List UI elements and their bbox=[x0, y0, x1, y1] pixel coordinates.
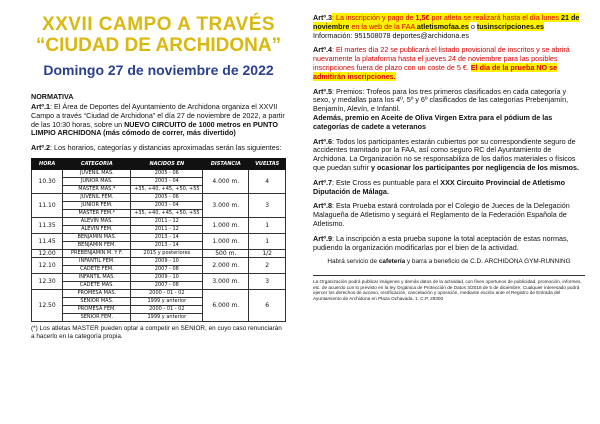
article-3-price: 1,5€ bbox=[415, 13, 430, 22]
cell-hora: 11.10 bbox=[32, 193, 63, 217]
article-2 bbox=[31, 144, 286, 153]
cell-categoria: JUNIOR FEM. bbox=[63, 201, 131, 209]
cell-categoria: SENIOR FEM. bbox=[63, 313, 131, 321]
cell-categoria: INFANTIL MAS. bbox=[63, 273, 131, 281]
cell-hora: 12.50 bbox=[32, 289, 63, 321]
cafeteria-word: cafetería bbox=[378, 258, 406, 266]
cell-nacidos: 2011 - 12 bbox=[131, 217, 203, 225]
article-4-label: Artº.4 bbox=[313, 45, 333, 55]
cell-categoria: MASTER MAS.* bbox=[63, 185, 131, 193]
cell-categoria: CADETE FEM. bbox=[63, 265, 131, 273]
cell-nacidos: 2007 - 08 bbox=[131, 265, 203, 273]
cell-vueltas: 1 bbox=[249, 217, 286, 233]
cell-categoria: JUVENIL FEM. bbox=[63, 193, 131, 201]
article-7-circuit: XXX Circuito Provincial de Atletismo Diputación de Málaga. bbox=[313, 177, 566, 196]
cell-distancia: 2.000 m. bbox=[203, 257, 249, 273]
article-4 bbox=[313, 46, 585, 81]
cell-categoria: MASTER FEM.* bbox=[63, 209, 131, 217]
article-8-label: Artº.8 bbox=[313, 201, 333, 211]
col-categoria: CATEGORIA bbox=[63, 158, 131, 169]
article-2-label: Artº.2 bbox=[31, 143, 51, 153]
cell-nacidos: +35, +40, +45, +50, +55 bbox=[131, 185, 203, 193]
cell-nacidos: 2013 - 14 bbox=[131, 233, 203, 241]
cell-categoria: ALEVIN MAS. bbox=[63, 217, 131, 225]
cell-categoria: PROMESA MAS. bbox=[63, 289, 131, 297]
article-3-contact: Información: 951508078 deportes@archidona.es bbox=[313, 30, 469, 40]
privacy-footer: La Organización podrá publicar imágenes y demás datos de la actividad, con fines oportunos de publicidad, promoción, informes, etc. de acuerdo con lo previsto en la ley Orgánica de Protección de Datos 3/2018 de 5 de diciembre. Cualquier interesado podrá ejercer los derechos de acceso, rectificación, cancelación y oposición, mediante escrito ante el Registro de Entrada del Ayuntamiento de Archidona en Plaza Ochavada, 1. C.P. 29300 bbox=[313, 275, 585, 301]
article-7-text: : Este Cross es puntuable para el bbox=[332, 177, 441, 187]
article-6-negligence: y ocasionar los participantes por negligencia de los mismos. bbox=[370, 162, 580, 172]
cell-categoria: JUNIOR MAS. bbox=[63, 177, 131, 185]
cell-distancia: 1.000 m. bbox=[203, 233, 249, 249]
article-7-label: Artº.7 bbox=[313, 177, 333, 187]
cell-categoria: ALEVIN FEM. bbox=[63, 225, 131, 233]
cell-distancia: 500 m. bbox=[203, 249, 249, 257]
event-date: Domingo 27 de noviembre de 2022 bbox=[43, 62, 274, 78]
cell-categoria: INFANTIL FEM. bbox=[63, 257, 131, 265]
article-3-text-a: : La inscripción y pago de bbox=[332, 13, 416, 22]
article-3-web-faa[interactable]: atletismofaa.es bbox=[416, 21, 469, 31]
cell-categoria: PREBENJAMIN M. Y F. bbox=[63, 249, 131, 257]
cell-categoria: BENJAMIN MAS. bbox=[63, 233, 131, 241]
table-row bbox=[32, 249, 286, 257]
cell-hora: 11.35 bbox=[32, 217, 63, 233]
cell-vueltas: 6 bbox=[249, 289, 286, 321]
cell-vueltas: 1 bbox=[249, 233, 286, 249]
cafeteria-text-a: Habrá servicio de bbox=[327, 258, 379, 266]
cell-categoria: SENIOR MAS. bbox=[63, 297, 131, 305]
cell-nacidos: 1999 y anterior bbox=[131, 297, 203, 305]
article-1-text: : El Área de Deportes del Ayuntamiento de Archidona organiza el XXVII Campo a través “Ciudad de Archidona” el día 27 de noviembre de 2022, a partir de las 10:30 horas, sobre un bbox=[31, 102, 285, 129]
schedule-header-row bbox=[32, 158, 286, 169]
article-6 bbox=[313, 138, 585, 173]
article-3-text-e: en la web de la FAA bbox=[349, 21, 417, 31]
cell-nacidos: 2013 - 14 bbox=[131, 241, 203, 249]
col-vueltas: VUELTAS bbox=[249, 158, 286, 169]
cell-categoria: PROMESA FEM. bbox=[63, 305, 131, 313]
col-hora: HORA bbox=[32, 158, 63, 169]
cell-distancia: 3.000 m. bbox=[203, 193, 249, 217]
cell-distancia: 1.000 m. bbox=[203, 217, 249, 233]
article-6-label: Artº.6 bbox=[313, 136, 333, 146]
schedule-table bbox=[31, 158, 286, 322]
article-9 bbox=[313, 235, 585, 253]
cell-nacidos: 2003 - 04 bbox=[131, 177, 203, 185]
article-3-web-tusinscripciones[interactable]: tusinscripciones.es bbox=[476, 21, 544, 31]
cell-nacidos: 2015 y posteriores bbox=[131, 249, 203, 257]
article-3-text-f: o bbox=[468, 21, 477, 31]
article-6-text: : Todos los participantes estarán cubiertos por su correspondiente seguro de accidentes tramitado por la FAA, así como seguro RC del Ayuntamiento de Archidona. La Organización no se responsabiliza de los daños materiales o físicos que puedan sufrir bbox=[313, 136, 576, 172]
cell-hora: 12.10 bbox=[32, 257, 63, 273]
article-4-no-inscriptions: El día de la prueba NO se admitirán inscripciones. bbox=[313, 62, 558, 81]
cell-nacidos: 2009 - 10 bbox=[131, 257, 203, 265]
article-2-text: : Los horarios, categorías y distancias aproximadas serán las siguientes: bbox=[50, 143, 282, 153]
article-5-text: : Premios: Trofeos para los tres primeros clasificados en cada categoría y sexo, y medallas para los 4º, 5º y 6º clasificados de las categorías Prebenjamín, Benjamín, Alevín, e Infantil. bbox=[313, 86, 569, 114]
article-8 bbox=[313, 202, 585, 228]
cafeteria-text-c: y barra a beneficio de C.D. ARCHIDONA GYM-RUNNING bbox=[405, 258, 571, 266]
article-5 bbox=[313, 88, 585, 132]
cell-nacidos: 2000 - 01 - 02 bbox=[131, 289, 203, 297]
col-distancia: DISTANCIA bbox=[203, 158, 249, 169]
cell-vueltas: 1/2 bbox=[249, 249, 286, 257]
cell-hora: 12.30 bbox=[32, 273, 63, 289]
cell-categoria: BENJAMIN FEM. bbox=[63, 241, 131, 249]
cell-vueltas: 3 bbox=[249, 193, 286, 217]
master-note: (*) Los atletas MASTER pueden optar a competir en SENIOR, en cuyo caso renunciarán a hacerlo en la categoría propia. bbox=[31, 324, 282, 340]
article-3-text-b: por atleta se realizará hasta el día bbox=[429, 13, 542, 22]
left-column bbox=[31, 14, 286, 341]
normativa-heading: NORMATIVA bbox=[31, 92, 74, 101]
cell-nacidos: +35, +40, +45, +50, +55 bbox=[131, 209, 203, 217]
cell-vueltas: 3 bbox=[249, 273, 286, 289]
article-1 bbox=[31, 103, 286, 138]
right-column bbox=[313, 14, 585, 302]
article-9-text: : La inscripción a esta prueba supone la total aceptación de estas normas, pudiendo la organización modificarlas por el bien de la actividad. bbox=[313, 233, 569, 252]
article-4-text: : El martes día 22 se publicará el listado provisional de inscritos y se abrirá nuevamente la plataforma hasta el jueves 24 de noviembre para las posibles inscripciones fuera de plazo con un coste de 5 €. bbox=[313, 45, 570, 72]
table-row bbox=[32, 217, 286, 225]
cell-hora: 10.30 bbox=[32, 169, 63, 193]
cell-distancia: 3.000 m. bbox=[203, 273, 249, 289]
article-1-label: Artº.1 bbox=[31, 102, 51, 111]
cell-vueltas: 4 bbox=[249, 169, 286, 193]
article-3-deadline: 21 de noviembre bbox=[313, 13, 580, 31]
table-row bbox=[32, 257, 286, 265]
cell-hora: 12.00 bbox=[32, 249, 63, 257]
table-row bbox=[32, 193, 286, 201]
article-7 bbox=[313, 179, 585, 197]
cell-nacidos: 2007 - 08 bbox=[131, 281, 203, 289]
cell-hora: 11.45 bbox=[32, 233, 63, 249]
cell-nacidos: 2005 - 06 bbox=[131, 193, 203, 201]
cell-nacidos: 2009 - 10 bbox=[131, 273, 203, 281]
cell-nacidos: 1999 y anterior bbox=[131, 313, 203, 321]
article-5-ademas: Además, bbox=[313, 112, 345, 122]
cafeteria-note bbox=[313, 258, 585, 267]
cell-categoria: CADETE MAS. bbox=[63, 281, 131, 289]
event-title: XXVII CAMPO A TRAVÉS bbox=[41, 14, 276, 35]
table-row bbox=[32, 233, 286, 241]
table-row bbox=[32, 273, 286, 281]
cell-nacidos: 2003 - 04 bbox=[131, 201, 203, 209]
article-1-circuit: NUEVO CIRCUITO de 1000 metros en PUNTO LIMPIO ARCHIDONA (más cómodo de correr, más divertido) bbox=[31, 119, 279, 138]
schedule-body bbox=[32, 169, 286, 321]
table-row bbox=[32, 169, 286, 177]
col-nacidos: NACIDOS EN bbox=[131, 158, 203, 169]
cell-nacidos: 2000 - 01 - 02 bbox=[131, 305, 203, 313]
article-3 bbox=[313, 14, 585, 40]
cell-distancia: 4.000 m. bbox=[203, 169, 249, 193]
event-subtitle: “CIUDAD DE ARCHIDONA” bbox=[35, 35, 282, 56]
article-8-text: : Esta Prueba estará controlada por el Colegio de Jueces de la Delegación Malagueña de Atletismo y seguirá el Reglamento de la Federación Española de Atletismo. bbox=[313, 201, 570, 228]
cell-nacidos: 2011 - 12 bbox=[131, 225, 203, 233]
cell-nacidos: 2005 - 06 bbox=[131, 169, 203, 177]
cell-categoria: JUVENIL MAS. bbox=[63, 169, 131, 177]
article-5-label: Artº.5 bbox=[313, 86, 333, 96]
article-3-text-c: lunes bbox=[541, 13, 561, 22]
cell-distancia: 6.000 m. bbox=[203, 289, 249, 321]
article-9-label: Artº.9 bbox=[313, 233, 333, 243]
article-5-oil-prize: premio en Aceite de Oliva Virgen Extra para el pódium de las categorías de cadete a veteranos bbox=[313, 112, 553, 131]
article-3-label: Artº.3 bbox=[313, 13, 333, 22]
cell-vueltas: 2 bbox=[249, 257, 286, 273]
table-row bbox=[32, 289, 286, 297]
